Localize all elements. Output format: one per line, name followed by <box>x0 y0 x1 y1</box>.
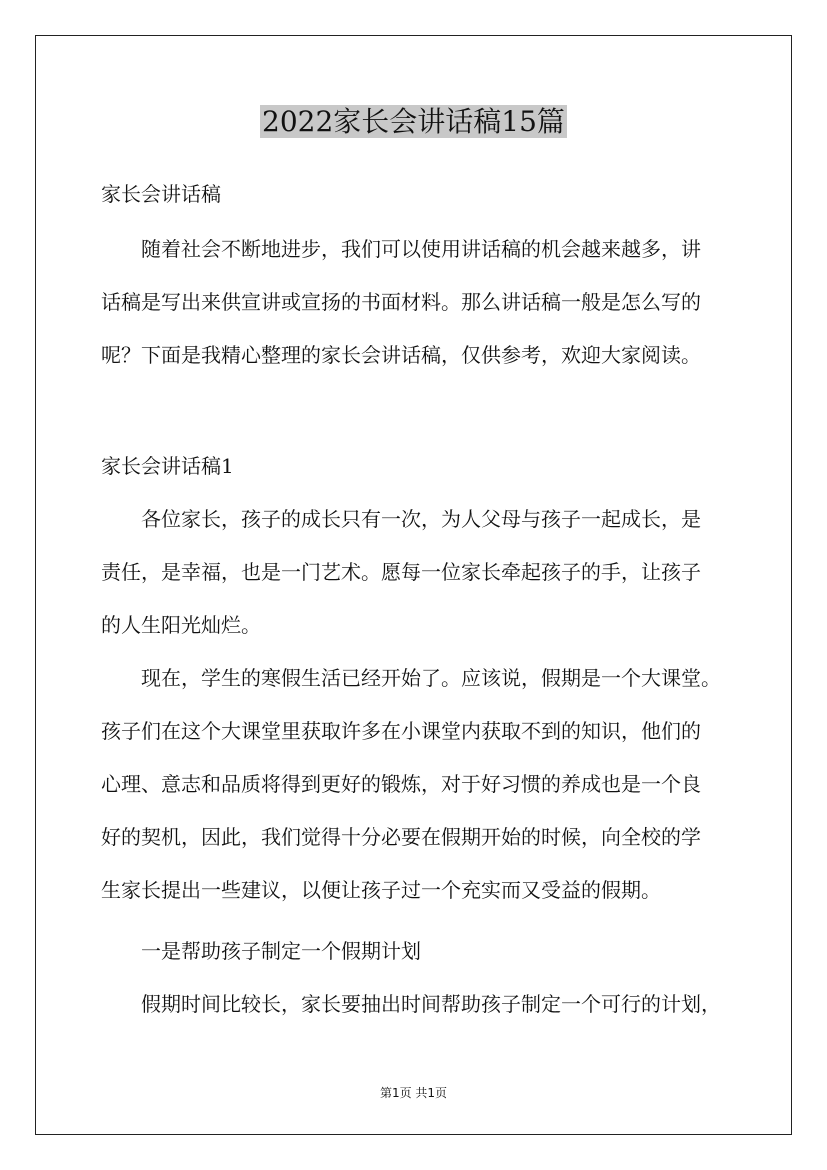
section-heading-intro: 家长会讲话稿 <box>101 182 221 206</box>
paragraph-line: 好的契机，因此，我们觉得十分必要在假期开始的时候，向全校的学 <box>101 825 701 849</box>
page-footer: 第1页 共1页 <box>379 1086 448 1100</box>
document-title: 2022家长会讲话稿15篇 <box>262 105 565 138</box>
subheading-plan: 一是帮助孩子制定一个假期计划 <box>141 939 421 963</box>
paragraph-line: 的人生阳光灿烂。 <box>101 613 261 637</box>
paragraph-line: 各位家长，孩子的成长只有一次，为人父母与孩子一起成长，是 <box>141 507 701 531</box>
paragraph-line: 生家长提出一些建议，以便让孩子过一个充实而又受益的假期。 <box>101 878 661 902</box>
paragraph-line: 呢？下面是我精心整理的家长会讲话稿，仅供参考，欢迎大家阅读。 <box>101 343 701 367</box>
section-heading-1: 家长会讲话稿1 <box>101 454 234 478</box>
paragraph-line: 假期时间比较长，家长要抽出时间帮助孩子制定一个可行的计划， <box>141 992 721 1016</box>
paragraph-line: 责任，是幸福，也是一门艺术。愿每一位家长牵起孩子的手，让孩子 <box>101 560 701 584</box>
paragraph-line: 心理、意志和品质将得到更好的锻炼，对于好习惯的养成也是一个良 <box>101 772 701 796</box>
paragraph-line: 话稿是写出来供宣讲或宣扬的书面材料。那么讲话稿一般是怎么写的 <box>101 290 701 314</box>
paragraph-line: 孩子们在这个大课堂里获取许多在小课堂内获取不到的知识，他们的 <box>101 719 701 743</box>
paragraph-line: 现在，学生的寒假生活已经开始了。应该说，假期是一个大课堂。 <box>141 666 721 690</box>
paragraph-line: 随着社会不断地进步，我们可以使用讲话稿的机会越来越多，讲 <box>141 237 701 261</box>
